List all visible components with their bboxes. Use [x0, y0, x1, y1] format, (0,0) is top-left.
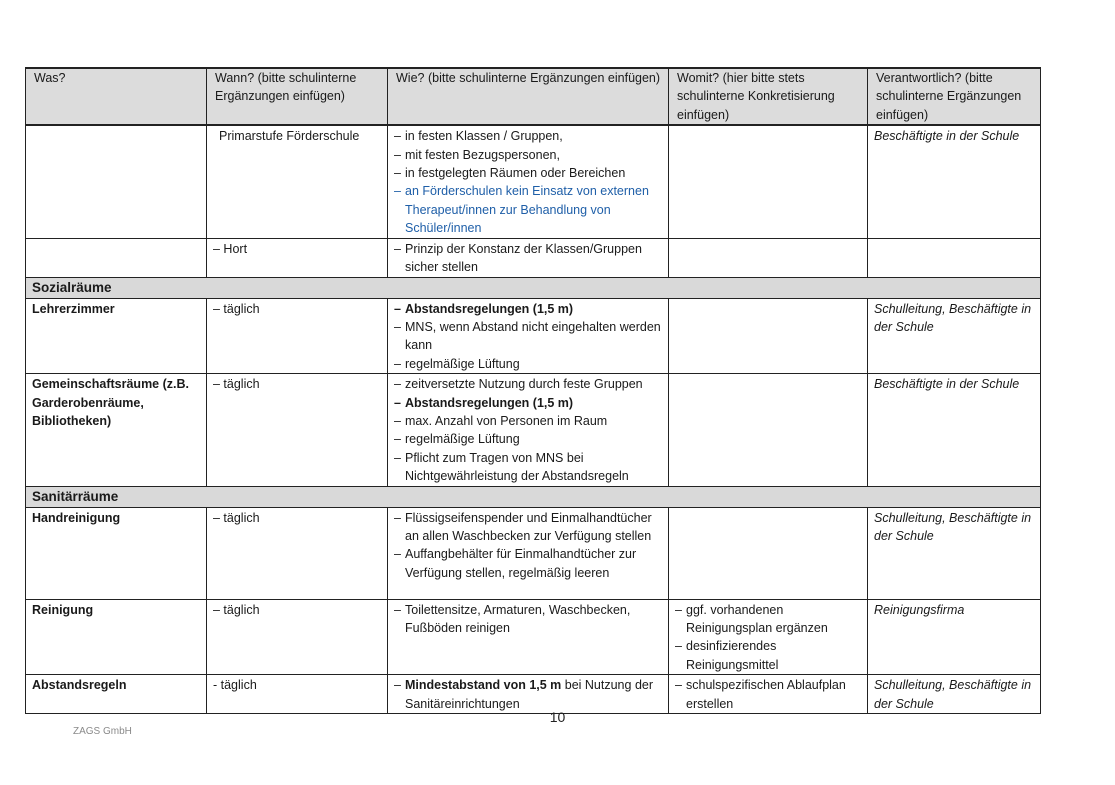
- cell-wann: – täglich: [207, 507, 388, 599]
- list-item: – Abstandsregelungen (1,5 m): [394, 394, 662, 412]
- cell-wie: [388, 238, 669, 277]
- list-item: – Flüssigseifenspender und Einmalhandtücher an allen Waschbecken zur Verfügung stellen: [394, 509, 662, 546]
- cell-wie: [388, 675, 669, 714]
- list-item: – max. Anzahl von Personen im Raum: [394, 412, 662, 430]
- section-row-sozialraeume: [26, 277, 1041, 298]
- cell-wann: – täglich: [207, 599, 388, 675]
- cell-was-empty: [26, 125, 207, 238]
- cell-womit-empty: [669, 507, 868, 599]
- cell-wann: [207, 125, 388, 238]
- section-title: Sozialräume: [26, 277, 1041, 298]
- wann-text: Primarstufe Förderschule: [219, 129, 360, 144]
- list-item: – Abstandsregelungen (1,5 m): [394, 300, 662, 318]
- list-item: – Pflicht zum Tragen von MNS bei Nichtgewährleistung der Abstandsregeln: [394, 449, 662, 486]
- table-row-abstandsregeln: [26, 675, 1041, 714]
- list-item: – Prinzip der Konstanz der Klassen/Gruppen sicher stellen: [394, 240, 662, 277]
- table-row-gemeinschaftsraeume: [26, 374, 1041, 486]
- cell-verantwortlich: Beschäftigte in der Schule: [868, 374, 1041, 486]
- cell-womit-empty: [669, 125, 868, 238]
- table-row-handreinigung: [26, 507, 1041, 599]
- list-item: – Auffangbehälter für Einmalhandtücher zur Verfügung stellen, regelmäßig leeren: [394, 545, 662, 582]
- list-item: – in festgelegten Räumen oder Bereichen: [394, 164, 662, 182]
- cell-was: Handreinigung: [26, 507, 207, 599]
- cell-wann: – Hort: [207, 238, 388, 277]
- cell-wann: – täglich: [207, 298, 388, 374]
- header-wie: Wie? (bitte schulinterne Ergänzungen einfügen): [388, 68, 669, 125]
- cell-was: Lehrerzimmer: [26, 298, 207, 374]
- cell-womit: [669, 675, 868, 714]
- list-item: – schulspezifischen Ablaufplan erstellen: [675, 676, 861, 713]
- cell-was-empty: [26, 238, 207, 277]
- list-item: – desinfizierendes Reinigungsmittel: [675, 637, 861, 674]
- list-item: – in festen Klassen / Gruppen,: [394, 127, 662, 145]
- table-row-reinigung: [26, 599, 1041, 675]
- cell-wie: [388, 507, 669, 599]
- cell-was: Abstandsregeln: [26, 675, 207, 714]
- header-was: Was?: [26, 68, 207, 125]
- header-verantwortlich: Verantwortlich? (bitte schulinterne Ergänzungen einfügen): [868, 68, 1041, 125]
- cell-was: Gemeinschaftsräume (z.B. Garderobenräume, Bibliotheken): [26, 374, 207, 486]
- list-item: – regelmäßige Lüftung: [394, 355, 662, 373]
- section-row-sanitaerraeume: [26, 486, 1041, 507]
- table-row-primarstufe: [26, 125, 1041, 238]
- cell-verantwortlich: Reinigungsfirma: [868, 599, 1041, 675]
- cell-womit-empty: [669, 298, 868, 374]
- hygiene-plan-table: [25, 67, 1041, 714]
- cell-verantwortlich: Beschäftigte in der Schule: [868, 125, 1041, 238]
- table-header-row: [26, 68, 1041, 125]
- list-item-highlight: – an Förderschulen kein Einsatz von externen Therapeut/innen zur Behandlung von Schüler/innen: [394, 182, 662, 237]
- list-item: – mit festen Bezugspersonen,: [394, 146, 662, 164]
- cell-wie: [388, 125, 669, 238]
- cell-wann: - täglich: [207, 675, 388, 714]
- cell-womit-empty: [669, 374, 868, 486]
- wie-rest-text: bei Nutzung der Sanitäreinrichtungen: [405, 678, 654, 711]
- cell-wie: [388, 374, 669, 486]
- list-item: – Toilettensitze, Armaturen, Waschbecken, Fußböden reinigen: [394, 601, 662, 638]
- header-wann: Wann? (bitte schulinterne Ergänzungen einfügen): [207, 68, 388, 125]
- wie-bold-text: Mindestabstand von 1,5 m: [405, 678, 562, 693]
- cell-was: Reinigung: [26, 599, 207, 675]
- cell-verantwortlich-empty: [868, 238, 1041, 277]
- cell-verantwortlich: Schulleitung, Beschäftigte in der Schule: [868, 298, 1041, 374]
- section-title: Sanitärräume: [26, 486, 1041, 507]
- page-number: 10: [549, 709, 566, 725]
- cell-verantwortlich: Schulleitung, Beschäftigte in der Schule: [868, 507, 1041, 599]
- cell-wann: – täglich: [207, 374, 388, 486]
- table-row-hort: [26, 238, 1041, 277]
- list-item: – zeitversetzte Nutzung durch feste Gruppen: [394, 375, 662, 393]
- list-item: – ggf. vorhandenen Reinigungsplan ergänzen: [675, 601, 861, 638]
- list-item: – regelmäßige Lüftung: [394, 430, 662, 448]
- cell-verantwortlich: Schulleitung, Beschäftigte in der Schule: [868, 675, 1041, 714]
- cell-wie: [388, 599, 669, 675]
- cell-womit: [669, 599, 868, 675]
- list-item: – MNS, wenn Abstand nicht eingehalten werden kann: [394, 318, 662, 355]
- cell-womit-empty: [669, 238, 868, 277]
- table-row-lehrerzimmer: [26, 298, 1041, 374]
- list-item: [394, 676, 662, 713]
- cell-wie: [388, 298, 669, 374]
- footer-company: ZAGS GmbH: [73, 726, 132, 737]
- header-womit: Womit? (hier bitte stets schulinterne Konkretisierung einfügen): [669, 68, 868, 125]
